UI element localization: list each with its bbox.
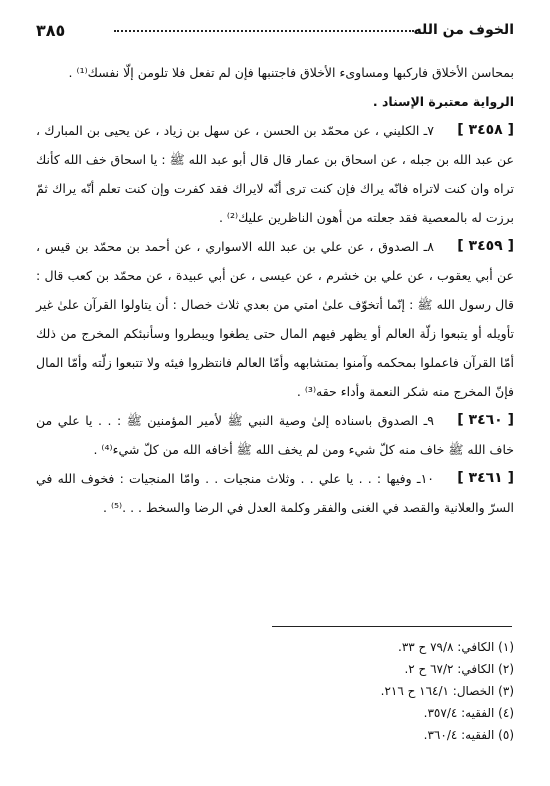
continuation-paragraph: بمحاسن الأخلاق فاركبها ومساوىء الأخلاق فاجتنبها فإن لم تفعل فلا تلومن إلّا نفسك⁽¹⁾ . bbox=[68, 65, 514, 80]
footnote: (٤) الفقيه: ٣٥٧/٤. bbox=[423, 706, 514, 720]
hadith-entry bbox=[36, 232, 514, 406]
narration-note: الرواية معتبرة الإسناد . bbox=[372, 94, 514, 109]
footnote: (٥) الفقيه: ٣٦٠/٤. bbox=[423, 728, 514, 742]
page-number: ٣٨٥ bbox=[36, 21, 66, 40]
footnote: (١) الكافي: ٧٩/٨ ح ٣٣. bbox=[398, 640, 514, 654]
page-body bbox=[36, 58, 514, 522]
hadith-number: [ ٣٤٦١ ] bbox=[457, 470, 514, 486]
hadith-number: [ ٣٤٦٠ ] bbox=[457, 412, 514, 428]
footnote: (٢) الكافي: ٦٧/٢ ح ٢. bbox=[404, 662, 514, 676]
footnote: (٣) الخصال: ١٦٤/١ ح ٢١٦. bbox=[380, 684, 514, 698]
hadith-number: [ ٣٤٥٨ ] bbox=[457, 122, 514, 138]
hadith-number: [ ٣٤٥٩ ] bbox=[457, 238, 514, 254]
hadith-entry bbox=[36, 406, 514, 464]
hadith-text: ٧ـ الكليني ، عن محمّد بن الحسن ، عن سهل بن زياد ، عن يحيى بن المبارك ، عن عبد الله بن جبله ، عن اسحاق بن عمار قال قال أبو عبد الله ﷺ : يا اسحاق خف الله كأنك تراه وان كنت لاتراه فانّه يراك فإن كنت ترى أنّه لايراك فقد كفرت وإن كنت تعلم أنّه يراك ثمّ برزت له بالمعصية فقد جعلته من أهون الناظرين عليك⁽²⁾ . bbox=[36, 123, 514, 225]
page-header bbox=[36, 22, 514, 46]
hadith-text: ٩ـ الصدوق باسناده إلىٰ وصية النبي ﷺ لأمير المؤمنين ﷺ : . . يا علي من خاف الله ﷺ خاف منه كلّ شيء ومن لم يخف الله ﷺ أخافه الله من كلّ شيء⁽⁴⁾ . bbox=[36, 413, 514, 457]
hadith-entry bbox=[36, 464, 514, 522]
footnotes bbox=[36, 636, 514, 746]
hadith-entry bbox=[36, 116, 514, 232]
hadith-text: ٨ـ الصدوق ، عن علي بن عبد الله الاسواري ، عن أحمد بن محمّد بن قيس ، عن أبي يعقوب ، عن علي بن خشرم ، عن عيسى ، عن أبي عبيدة ، عن محمّد بن كعب قال : قال رسول الله ﷺ : إنّما أتخوّف علىٰ امتي من بعدي ثلاث خصال : أن يتاولوا القرآن علىٰ غير تأويله أو يتبعوا زلّة العالم أو يظهر فيهم المال حتى يطغوا ويبطروا وسأنبئكم المخرج من ذلك أمّا القرآن فاعملوا بمحكمه وآمنوا بمتشابهه وأمّا العالم فانتظروا فيئه ولا تتبعوا زلّته وأمّا المال فإنّ المخرج منه شكر النعمة وأداء حقه⁽³⁾ . bbox=[36, 239, 514, 399]
hadith-text: ١٠ـ وفيها : . . يا علي . . وثلاث منجيات . . وامّا المنجيات : فخوف الله في السرّ والعلانية والقصد في الغنى والفقر وكلمة العدل في الرضا والسخط . . .⁽⁵⁾ . bbox=[36, 471, 514, 515]
running-title: الخوف من الله bbox=[413, 22, 514, 38]
header-dotted-leader bbox=[114, 30, 414, 32]
footnote-separator bbox=[272, 626, 512, 627]
